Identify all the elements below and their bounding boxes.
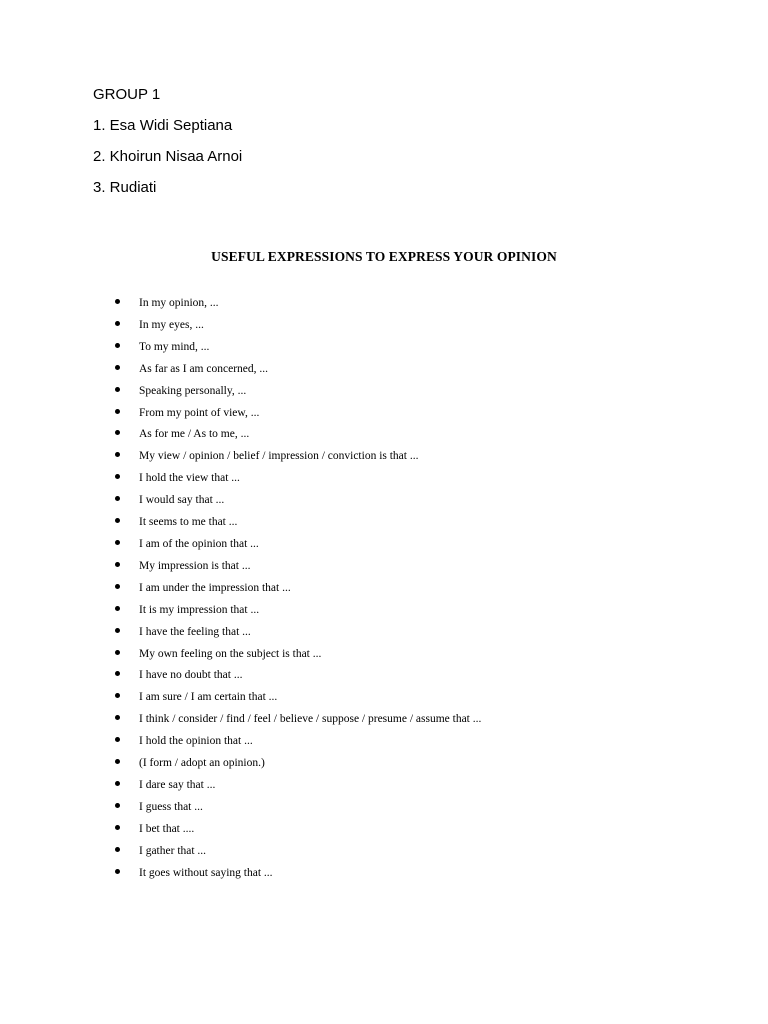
bullet-icon xyxy=(115,430,120,435)
group-member: 1. Esa Widi Septiana xyxy=(93,117,233,134)
bullet-icon xyxy=(115,452,120,457)
expression-text: I hold the opinion that ... xyxy=(139,735,253,748)
expression-text: My impression is that ... xyxy=(139,559,251,572)
bullet-icon xyxy=(115,693,120,698)
expression-text: I am sure / I am certain that ... xyxy=(139,691,278,704)
expression-text: I have no doubt that ... xyxy=(139,669,243,682)
bullet-icon xyxy=(115,409,120,414)
expression-text: I guess that ... xyxy=(139,800,203,813)
expression-text: I gather that ... xyxy=(139,844,207,857)
group-header xyxy=(93,86,242,210)
bullet-icon xyxy=(115,650,120,655)
bullet-icon xyxy=(115,847,120,852)
expression-text: I would say that ... xyxy=(139,494,225,507)
expression-text: As for me / As to me, ... xyxy=(139,428,250,441)
bullet-icon xyxy=(115,628,120,633)
expression-text: It goes without saying that ... xyxy=(139,866,273,879)
bullet-icon xyxy=(115,343,120,348)
expression-text: In my eyes, ... xyxy=(139,318,204,331)
section-heading: USEFUL EXPRESSIONS TO EXPRESS YOUR OPINION xyxy=(211,249,557,264)
bullet-icon xyxy=(115,759,120,764)
bullet-icon xyxy=(115,474,120,479)
bullet-icon xyxy=(115,496,120,501)
expression-text: My view / opinion / belief / impression / conviction is that ... xyxy=(139,450,419,463)
expression-text: From my point of view, ... xyxy=(139,406,260,419)
bullet-icon xyxy=(115,387,120,392)
expression-text: Speaking personally, ... xyxy=(139,384,247,397)
bullet-icon xyxy=(115,737,120,742)
bullet-icon xyxy=(115,540,120,545)
group-member: 2. Khoirun Nisaa Arnoi xyxy=(93,148,243,165)
expression-text: I am under the impression that ... xyxy=(139,581,291,594)
expression-text: I hold the view that ... xyxy=(139,472,240,485)
expression-text: I bet that .... xyxy=(139,822,195,835)
expression-text: I dare say that ... xyxy=(139,778,216,791)
bullet-icon xyxy=(115,584,120,589)
bullet-icon xyxy=(115,671,120,676)
bullet-icon xyxy=(115,299,120,304)
bullet-icon xyxy=(115,715,120,720)
bullet-icon xyxy=(115,562,120,567)
bullet-icon xyxy=(115,781,120,786)
bullet-icon xyxy=(115,606,120,611)
bullet-icon xyxy=(115,803,120,808)
bullet-icon xyxy=(115,869,120,874)
expression-text: It seems to me that ... xyxy=(139,516,238,529)
expression-text: As far as I am concerned, ... xyxy=(139,362,268,375)
expression-text: I am of the opinion that ... xyxy=(139,537,259,550)
group-member: 3. Rudiati xyxy=(93,179,157,196)
expression-text: To my mind, ... xyxy=(139,340,210,353)
bullet-icon xyxy=(115,825,120,830)
group-title: GROUP 1 xyxy=(93,86,161,103)
bullet-icon xyxy=(115,321,120,326)
expression-text: I think / consider / find / feel / believe / suppose / presume / assume that ... xyxy=(139,713,482,726)
expression-text: I have the feeling that ... xyxy=(139,625,251,638)
expression-text: My own feeling on the subject is that ... xyxy=(139,647,322,660)
expression-text: In my opinion, ... xyxy=(139,297,219,309)
expression-text: (I form / adopt an opinion.) xyxy=(139,757,265,770)
bullet-icon xyxy=(115,365,120,370)
bullet-icon xyxy=(115,518,120,523)
expression-text: It is my impression that ... xyxy=(139,603,260,616)
